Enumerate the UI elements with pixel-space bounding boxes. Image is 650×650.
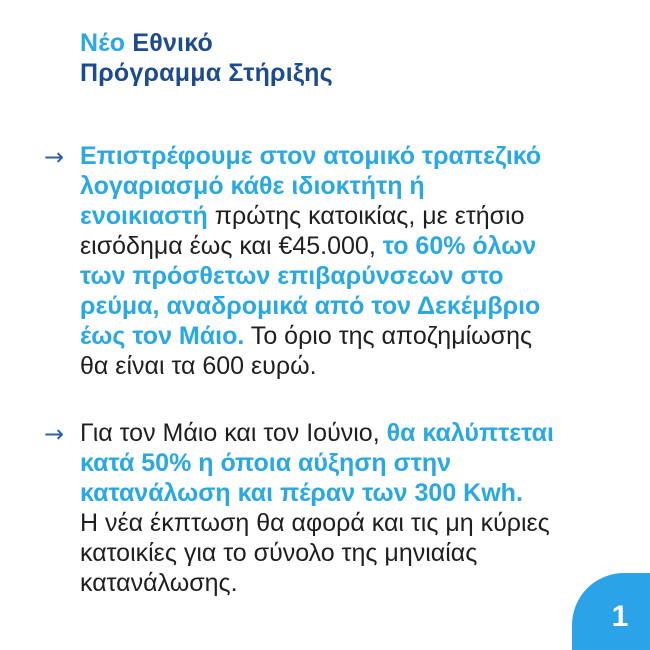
text-segment: κατανάλωση και πέραν των 300 Kwh.: [80, 479, 523, 507]
bullet-item: [44, 418, 604, 598]
text-line: [80, 291, 604, 321]
text-line: [80, 418, 604, 448]
text-segment: ρεύμα, αναδρομικά από τον Δεκέμβριο: [80, 292, 541, 320]
text-line: [80, 28, 333, 58]
text-segment: κατά 50% η όποια αύξηση στην: [80, 449, 452, 477]
text-line: [80, 58, 333, 88]
page-title: [80, 28, 333, 88]
bullet-list: [44, 141, 604, 598]
text-segment: λογαριασμό κάθε ιδιοκτήτη ή: [80, 172, 425, 200]
text-segment: το 60% όλων: [382, 232, 537, 260]
bullet-text: [80, 418, 604, 598]
text-segment: έως τον Μάιο.: [80, 322, 245, 350]
text-segment: πρώτης κατοικίας, με ετήσιο: [207, 202, 525, 230]
text-segment: Πρόγραμμα Στήριξης: [80, 59, 333, 87]
text-line: [80, 568, 604, 598]
text-segment: Η νέα έκπτωση θα αφορά και τις μη κύριες: [80, 509, 550, 537]
text-line: [80, 261, 604, 291]
arrow-icon: →: [44, 143, 65, 171]
text-line: [80, 508, 604, 538]
page-number: 1: [611, 599, 629, 633]
text-segment: θα καλύπτεται: [386, 419, 554, 447]
text-line: [80, 141, 604, 171]
text-line: [80, 538, 604, 568]
text-line: [80, 321, 604, 351]
arrow-icon: →: [44, 420, 65, 448]
text-segment: θα είναι τα 600 ευρώ.: [80, 352, 317, 380]
text-line: [80, 478, 604, 508]
text-line: [80, 351, 604, 381]
text-line: [80, 201, 604, 231]
text-line: [80, 171, 604, 201]
text-segment: εισόδημα έως και €45.000,: [80, 232, 383, 260]
text-segment: κατανάλωσης.: [80, 569, 238, 597]
text-segment: Εθνικό: [125, 29, 213, 57]
text-segment: Επιστρέφουμε στον ατομικό τραπεζικό: [80, 142, 542, 170]
text-segment: Νέο: [80, 29, 126, 57]
bullet-item: [44, 141, 604, 381]
text-segment: κατοικίες για το σύνολο της μηνιαίας: [80, 539, 478, 567]
text-line: [80, 448, 604, 478]
bullet-text: [80, 141, 604, 381]
text-line: [80, 231, 604, 261]
text-segment: Για τον Μάιο και τον Ιούνιο,: [80, 419, 387, 447]
text-segment: Το όριο της αποζημίωσης: [244, 322, 533, 350]
text-segment: των πρόσθετων επιβαρύνσεων στο: [80, 262, 504, 290]
text-segment: ενοικιαστή: [80, 202, 208, 230]
